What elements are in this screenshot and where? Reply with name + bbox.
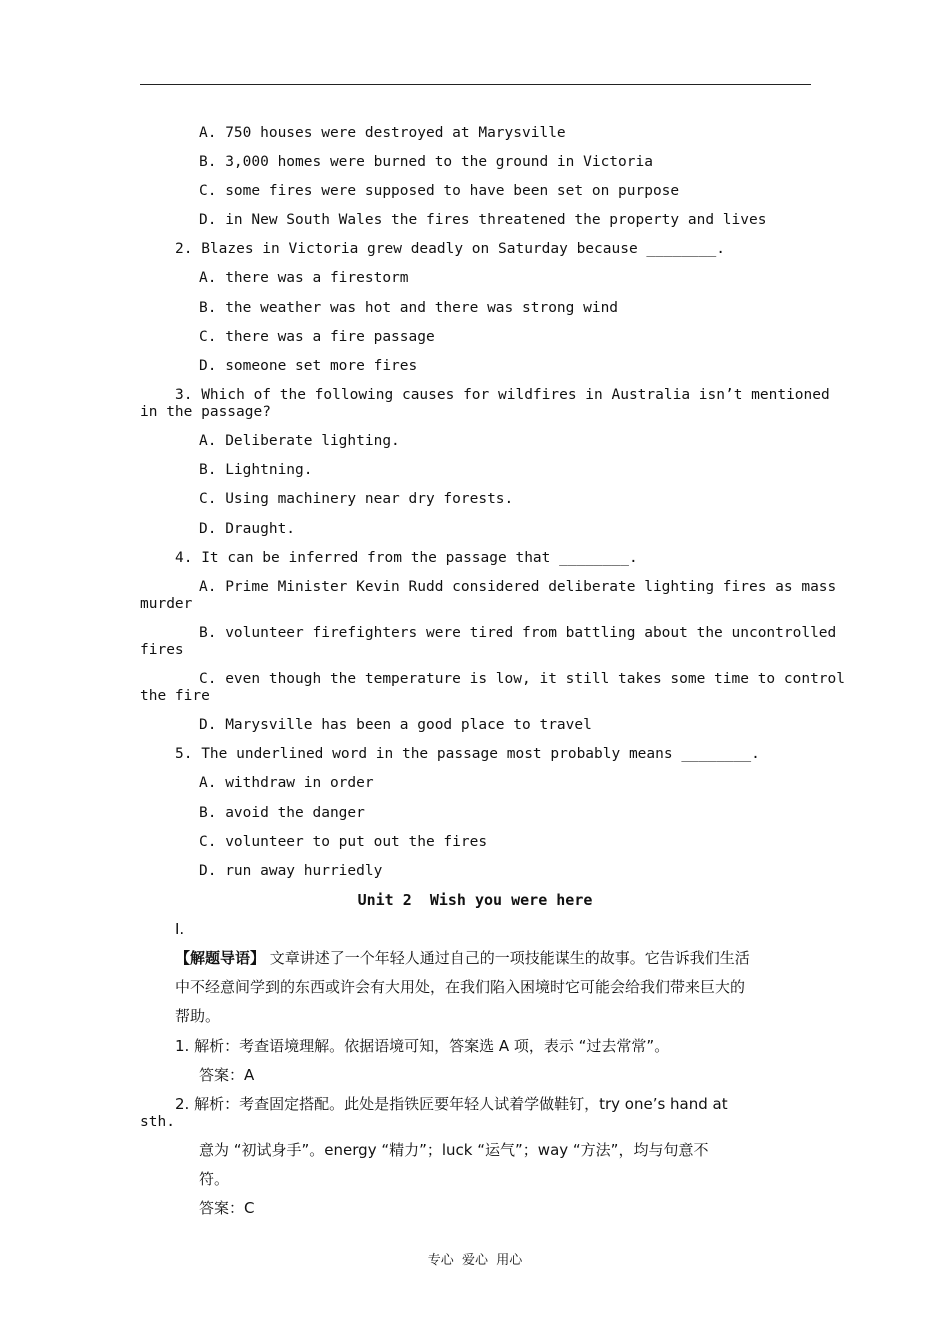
q1-option-c: C. some fires were supposed to have been set on purpose [199,183,680,199]
q2-option-a: A. there was a firestorm [199,270,409,286]
q4-option-c-line2: the fire [140,688,210,704]
header-rule [140,84,811,85]
q5-option-b: B. avoid the danger [199,805,365,821]
guide-line3: 帮助。 [175,1007,221,1025]
q2-option-b: B. the weather was hot and there was strong wind [199,300,619,316]
q3-option-a: A. Deliberate lighting. [199,433,400,449]
analysis-2-line1: 2. 解析：考查固定搭配。此处是指铁匠要年轻人试着学做鞋钉，try one’s hand at [175,1095,728,1113]
q4-option-a-line1: A. Prime Minister Kevin Rudd considered deliberate lighting fires as mass [199,579,837,595]
section-numeral: Ⅰ. [175,920,185,938]
q5-option-a: A. withdraw in order [199,775,374,791]
q4-stem: 4. It can be inferred from the passage that ________. [175,550,638,566]
q3-stem-line1: 3. Which of the following causes for wildfires in Australia isn’t mentioned [175,387,830,403]
analysis-2-line2: sth. [140,1114,175,1130]
q2-stem: 2. Blazes in Victoria grew deadly on Saturday because ________. [175,241,725,257]
answer-2: 答案：C [199,1199,255,1217]
q1-option-b: B. 3,000 homes were burned to the ground in Victoria [199,154,653,170]
guide-line1 [175,944,750,973]
analysis-2-line3: 意为 “初试身手”。energy “精力”；luck “运气”；way “方法”，均与句意不 [199,1141,709,1159]
q2-option-d: D. someone set more fires [199,358,418,374]
q3-option-b: B. Lightning. [199,462,313,478]
q1-option-d: D. in New South Wales the fires threatened the property and lives [199,212,767,228]
q5-option-c: C. volunteer to put out the fires [199,834,488,850]
q4-option-c-line1: C. even though the temperature is low, it still takes some time to control [199,671,846,687]
q5-stem: 5. The underlined word in the passage most probably means ________. [175,746,760,762]
analysis-2-line4: 符。 [199,1170,230,1188]
q3-stem-line2: in the passage? [140,404,271,420]
guide-text-line1: 文章讲述了一个年轻人通过自己的一项技能谋生的故事。它告诉我们生活 [269,949,750,967]
q4-option-b-line1: B. volunteer firefighters were tired from battling about the uncontrolled [199,625,837,641]
unit-title: Unit 2 Wish you were here [357,891,593,909]
answer-1: 答案：A [199,1066,255,1084]
q3-option-c: C. Using machinery near dry forests. [199,491,514,507]
q4-option-a-line2: murder [140,596,193,612]
q4-option-b-line2: fires [140,642,184,658]
q4-option-d: D. Marysville has been a good place to travel [199,717,592,733]
page-footer: 专心 爱心 用心 [427,1253,523,1268]
q1-option-a: A. 750 houses were destroyed at Marysville [199,125,566,141]
analysis-1: 1. 解析：考查语境理解。依据语境可知，答案选 A 项，表示 “过去常常”。 [175,1037,670,1055]
guide-line2: 中不经意间学到的东西或许会有大用处，在我们陷入困境时它可能会给我们带来巨大的 [175,978,746,996]
q5-option-d: D. run away hurriedly [199,863,383,879]
q2-option-c: C. there was a fire passage [199,329,435,345]
guide-label: 【解题导语】 [175,949,266,967]
q3-option-d: D. Draught. [199,521,296,537]
